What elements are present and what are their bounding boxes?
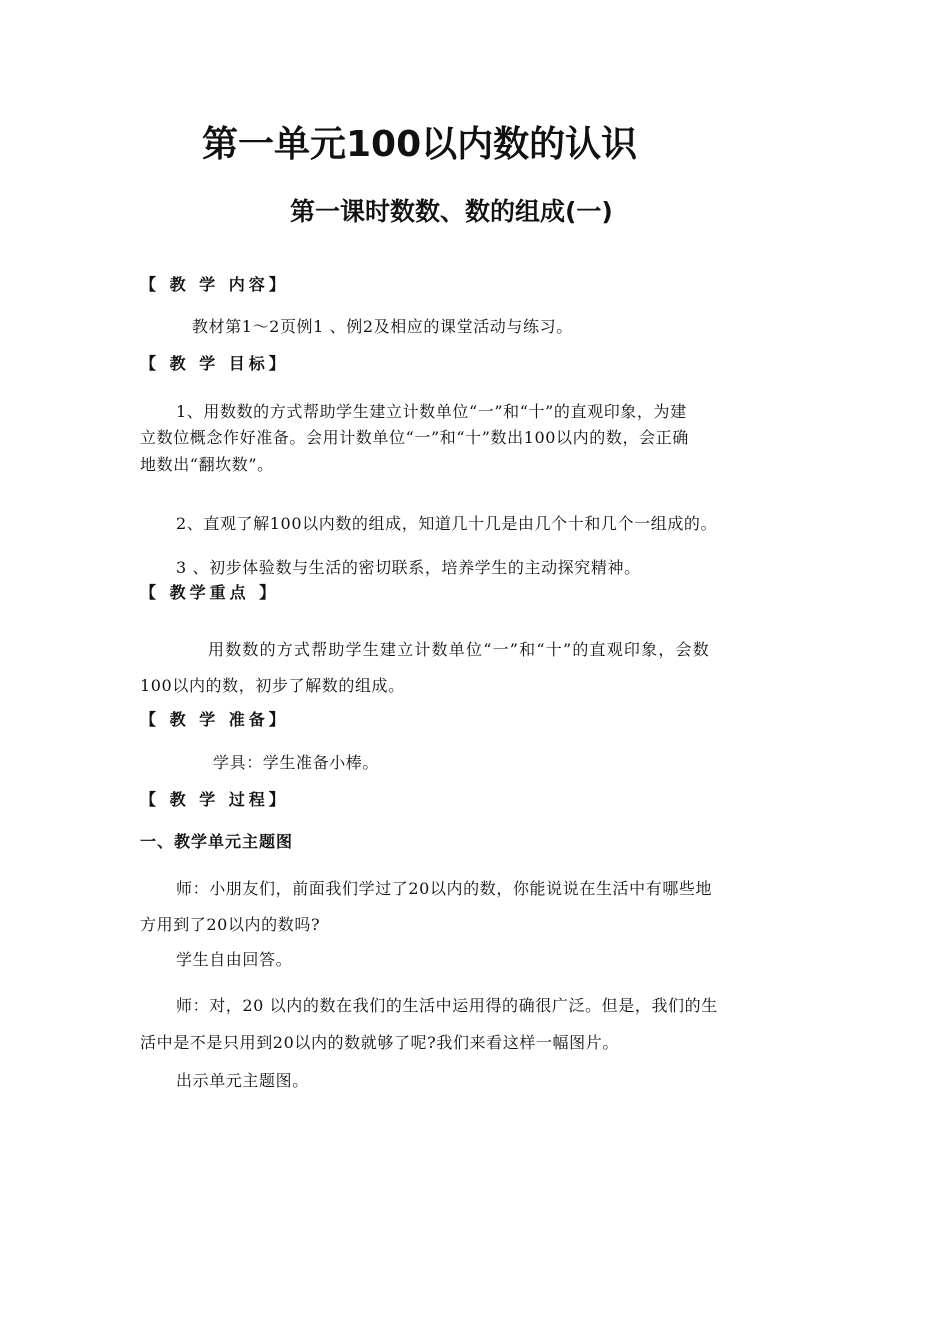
content-text: 教材第1～2页例1 、例2及相应的课堂活动与练习。	[192, 317, 573, 336]
process-p1-line2: 方用到了20以内的数吗?	[140, 915, 321, 934]
process-heading: 【 教 学 过程】	[140, 790, 289, 809]
process-p4: 出示单元主题图。	[176, 1071, 309, 1090]
goal1-line2: 立数位概念作好准备。会用计数单位“一”和“十”数出100以内的数，会正确	[140, 428, 689, 447]
goal1-line1: 1、用数数的方式帮助学生建立计数单位“一”和“十”的直观印象，为建	[176, 402, 687, 421]
lesson-subtitle: 第一课时数数、数的组成(一)	[290, 197, 613, 226]
process-p2: 学生自由回答。	[176, 950, 293, 969]
unit-title: 第一单元100以内数的认识	[202, 124, 638, 165]
keypoints-heading: 【 教学重点 】	[140, 583, 280, 602]
goal3-text: 3 、初步体验数与生活的密切联系，培养学生的主动探究精神。	[176, 558, 641, 577]
process-part1-title: 一、教学单元主题图	[140, 832, 294, 851]
process-p3-line2: 活中是不是只用到20以内的数就够了呢?我们来看这样一幅图片。	[140, 1033, 619, 1052]
process-p1-line1: 师：小朋友们，前面我们学过了20以内的数，你能说说在生活中有哪些地	[176, 879, 713, 898]
preparation-text: 学具：学生准备小棒。	[213, 753, 380, 772]
keypoints-line1: 用数数的方式帮助学生建立计数单位“一”和“十”的直观印象，会数	[208, 640, 710, 659]
preparation-heading: 【 教 学 准备】	[140, 710, 289, 729]
content-heading: 【 教 学 内容】	[140, 275, 289, 294]
goals-heading: 【 教 学 目标】	[140, 354, 289, 373]
goal2-text: 2、直观了解100以内数的组成，知道几十几是由几个十和几个一组成的。	[176, 514, 718, 533]
process-p3-line1: 师：对，20 以内的数在我们的生活中运用得的确很广泛。但是，我们的生	[176, 996, 718, 1015]
keypoints-line2: 100以内的数，初步了解数的组成。	[140, 676, 405, 695]
goal1-line3: 地数出“翻坎数”。	[140, 455, 274, 474]
